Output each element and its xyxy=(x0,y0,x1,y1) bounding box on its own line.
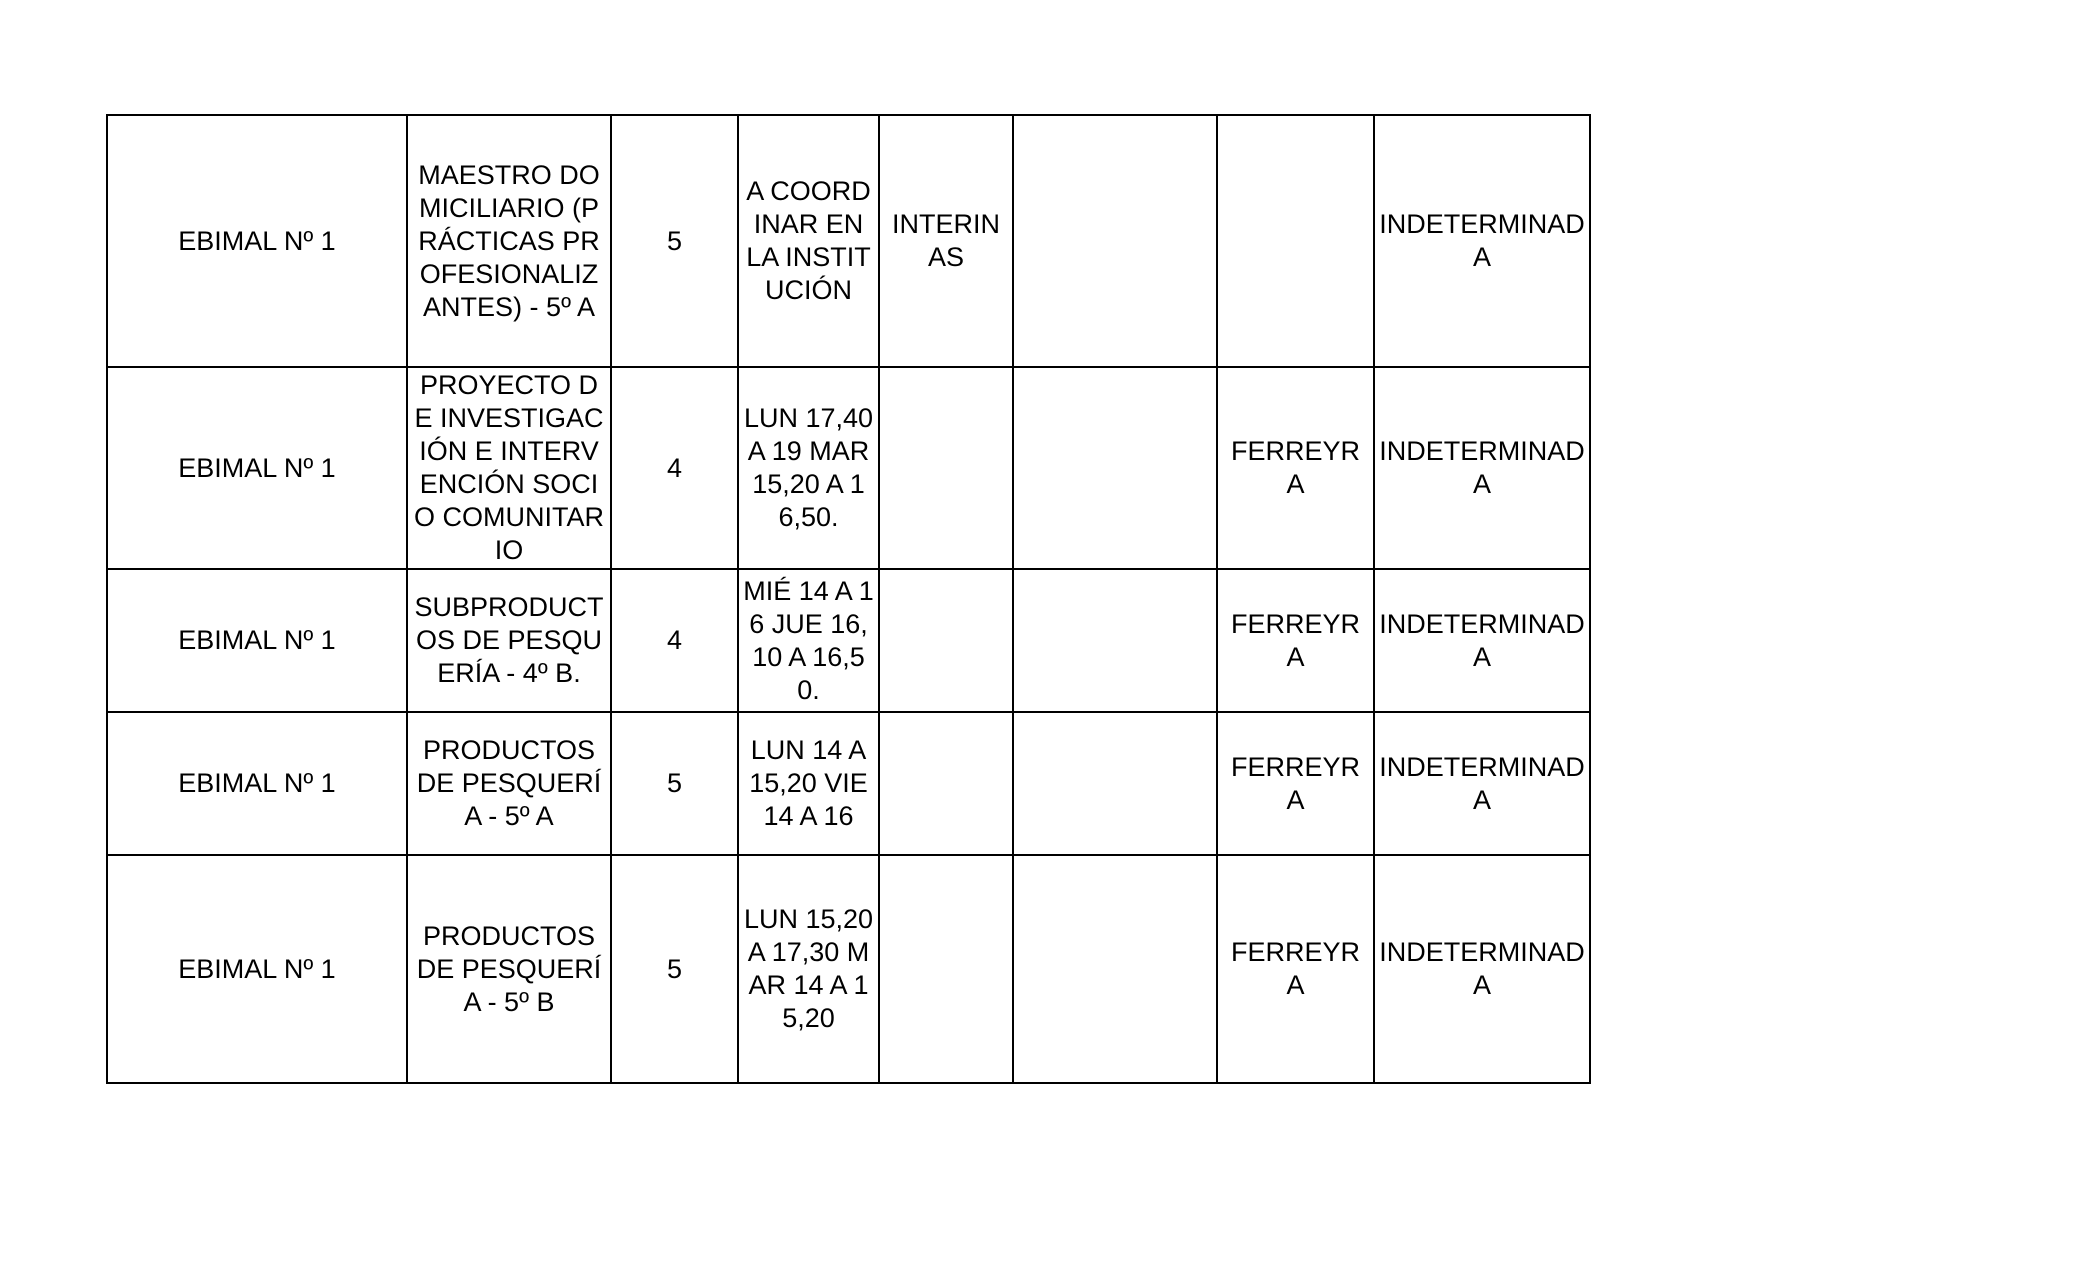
empty-cell xyxy=(1013,855,1217,1083)
condition-cell xyxy=(879,569,1013,712)
school-cell: EBIMAL Nº 1 xyxy=(107,569,407,712)
empty-cell xyxy=(1013,712,1217,855)
school-cell: EBIMAL Nº 1 xyxy=(107,712,407,855)
teacher-cell: FERREYRA xyxy=(1217,569,1374,712)
condition-cell xyxy=(879,367,1013,569)
hours-cell: 4 xyxy=(611,569,738,712)
schedule-cell: A COORDINAR EN LA INSTITUCIÓN xyxy=(738,115,879,367)
teacher-cell: FERREYRA xyxy=(1217,712,1374,855)
teacher-cell: FERREYRA xyxy=(1217,855,1374,1083)
assignments-table xyxy=(106,114,1591,1084)
hours-cell: 5 xyxy=(611,855,738,1083)
teacher-cell xyxy=(1217,115,1374,367)
subject-cell: PRODUCTOS DE PESQUERÍA - 5º B xyxy=(407,855,611,1083)
empty-cell xyxy=(1013,569,1217,712)
duration-cell: INDETERMINADA xyxy=(1374,712,1590,855)
condition-cell: INTERINAS xyxy=(879,115,1013,367)
table-row xyxy=(107,115,1590,367)
school-cell: EBIMAL Nº 1 xyxy=(107,367,407,569)
duration-cell: INDETERMINADA xyxy=(1374,569,1590,712)
hours-cell: 5 xyxy=(611,712,738,855)
hours-cell: 5 xyxy=(611,115,738,367)
teacher-cell: FERREYRA xyxy=(1217,367,1374,569)
subject-cell: MAESTRO DOMICILIARIO (PRÁCTICAS PROFESIONALIZANTES) - 5º A xyxy=(407,115,611,367)
hours-cell: 4 xyxy=(611,367,738,569)
table-row xyxy=(107,367,1590,569)
table-row xyxy=(107,712,1590,855)
subject-text: PROYECTO DE INVESTIGACIÓN E INTERVENCIÓN SOCIO COMUNITARIO xyxy=(414,370,604,565)
condition-cell xyxy=(879,855,1013,1083)
table-row xyxy=(107,569,1590,712)
empty-cell xyxy=(1013,115,1217,367)
empty-cell xyxy=(1013,367,1217,569)
table-row xyxy=(107,855,1590,1083)
duration-cell: INDETERMINADA xyxy=(1374,367,1590,569)
subject-cell: PRODUCTOS DE PESQUERÍA - 5º A xyxy=(407,712,611,855)
duration-cell: INDETERMINADA xyxy=(1374,115,1590,367)
schedule-cell: LUN 17,40 A 19 MAR 15,20 A 16,50. xyxy=(738,367,879,569)
condition-cell xyxy=(879,712,1013,855)
schedule-cell: LUN 15,20 A 17,30 MAR 14 A 15,20 xyxy=(738,855,879,1083)
school-cell: EBIMAL Nº 1 xyxy=(107,855,407,1083)
school-cell: EBIMAL Nº 1 xyxy=(107,115,407,367)
schedule-cell: MIÉ 14 A 16 JUE 16,10 A 16,50. xyxy=(738,569,879,712)
duration-cell: INDETERMINADA xyxy=(1374,855,1590,1083)
subject-cell: SUBPRODUCTOS DE PESQUERÍA - 4º B. xyxy=(407,569,611,712)
schedule-cell: LUN 14 A 15,20 VIE 14 A 16 xyxy=(738,712,879,855)
subject-cell xyxy=(407,367,611,569)
